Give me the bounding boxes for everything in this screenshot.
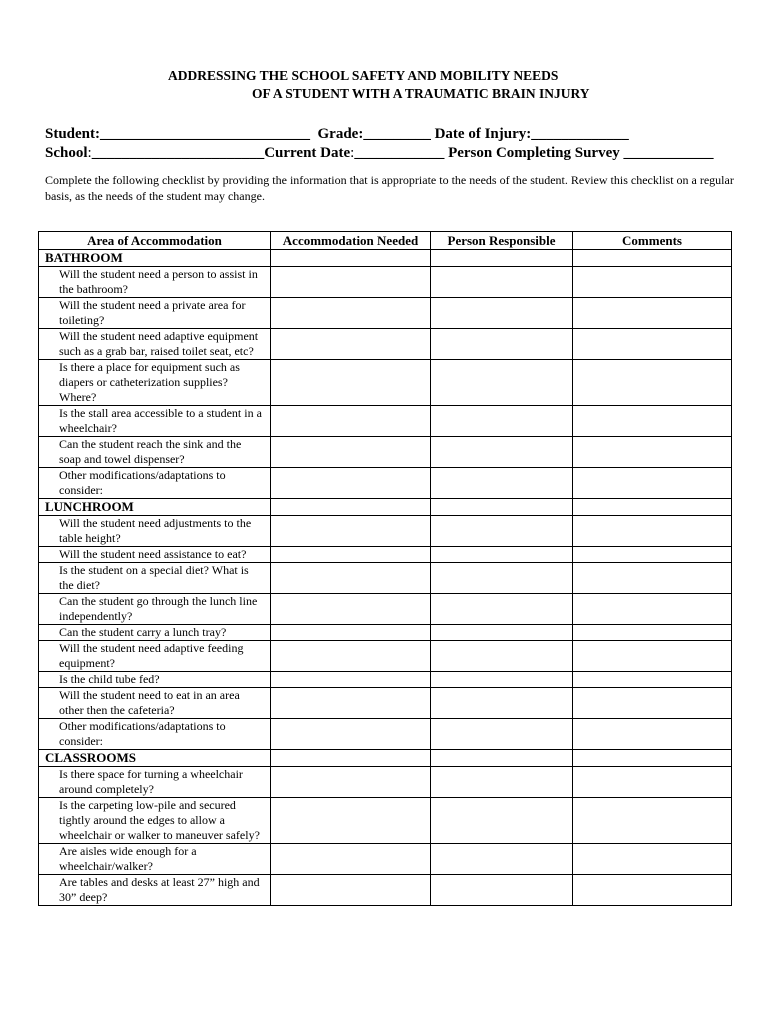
question-text: Will the student need assistance to eat? <box>39 547 271 563</box>
table-row <box>39 844 732 875</box>
accommodation-needed-cell[interactable] <box>271 360 431 406</box>
section-row-classrooms <box>39 750 732 767</box>
accommodation-needed-cell[interactable] <box>271 719 431 750</box>
table-row <box>39 563 732 594</box>
person-responsible-cell[interactable] <box>431 625 573 641</box>
comments-cell[interactable] <box>573 563 732 594</box>
header-person-responsible: Person Responsible <box>431 232 573 250</box>
person-responsible-cell[interactable] <box>431 360 573 406</box>
comments-cell[interactable] <box>573 298 732 329</box>
comments-cell[interactable] <box>573 406 732 437</box>
person-responsible-cell[interactable] <box>431 329 573 360</box>
comments-cell[interactable] <box>573 767 732 798</box>
comments-cell[interactable] <box>573 516 732 547</box>
question-text: Are tables and desks at least 27” high and 30” deep? <box>39 875 271 906</box>
comments-cell[interactable] <box>573 844 732 875</box>
person-responsible-cell[interactable] <box>431 406 573 437</box>
comments-cell[interactable] <box>573 360 732 406</box>
section-row-bathroom <box>39 250 732 267</box>
comments-cell[interactable] <box>573 688 732 719</box>
checklist-body <box>39 250 732 906</box>
accommodation-needed-cell[interactable] <box>271 625 431 641</box>
person-responsible-cell[interactable] <box>431 641 573 672</box>
section-row-lunchroom <box>39 499 732 516</box>
header-accommodation-needed: Accommodation Needed <box>271 232 431 250</box>
person-responsible-cell[interactable] <box>431 750 573 767</box>
date-of-injury-field[interactable]: _____________ <box>531 126 629 142</box>
comments-cell[interactable] <box>573 329 732 360</box>
accommodation-needed-cell[interactable] <box>271 875 431 906</box>
accommodation-needed-cell[interactable] <box>271 547 431 563</box>
accommodation-needed-cell[interactable] <box>271 594 431 625</box>
question-text: Is there space for turning a wheelchair around completely? <box>39 767 271 798</box>
accommodation-needed-cell[interactable] <box>271 688 431 719</box>
current-date-colon: : <box>350 145 355 161</box>
student-label: Student: <box>45 126 101 142</box>
person-responsible-cell[interactable] <box>431 298 573 329</box>
accommodation-checklist-table <box>38 231 732 906</box>
question-text: Can the student reach the sink and the soap and towel dispenser? <box>39 437 271 468</box>
question-text: Will the student need adaptive feeding equipment? <box>39 641 271 672</box>
question-text: Is the child tube fed? <box>39 672 271 688</box>
section-heading: BATHROOM <box>39 250 271 267</box>
question-text: Can the student carry a lunch tray? <box>39 625 271 641</box>
person-responsible-cell[interactable] <box>431 516 573 547</box>
school-label: School <box>45 145 88 161</box>
section-heading: CLASSROOMS <box>39 750 271 767</box>
comments-cell[interactable] <box>573 267 732 298</box>
table-row <box>39 875 732 906</box>
table-row <box>39 594 732 625</box>
instructions-text: Complete the following checklist by providing the information that is appropriate to the needs of the student. Review this checklist on a regular basis, as the needs of the student may change. <box>45 173 734 203</box>
comments-cell[interactable] <box>573 672 732 688</box>
comments-cell[interactable] <box>573 594 732 625</box>
accommodation-needed-cell[interactable] <box>271 329 431 360</box>
question-text: Will the student need adaptive equipment such as a grab bar, raised toilet seat, etc? <box>39 329 271 360</box>
comments-cell[interactable] <box>573 547 732 563</box>
accommodation-needed-cell[interactable] <box>271 437 431 468</box>
question-text: Will the student need adjustments to the table height? <box>39 516 271 547</box>
accommodation-needed-cell[interactable] <box>271 516 431 547</box>
comments-cell[interactable] <box>573 641 732 672</box>
question-text: Will the student need to eat in an area other then the cafeteria? <box>39 688 271 719</box>
accommodation-needed-cell[interactable] <box>271 750 431 767</box>
document-title-line1: ADDRESSING THE SCHOOL SAFETY AND MOBILITY NEEDS <box>168 68 559 83</box>
question-text: Is the carpeting low-pile and secured tightly around the edges to allow a wheelchair or walker to maneuver safely? <box>39 798 271 844</box>
comments-cell[interactable] <box>573 875 732 906</box>
accommodation-needed-cell[interactable] <box>271 767 431 798</box>
person-completing-field[interactable]: ____________ <box>623 145 714 161</box>
section-heading: LUNCHROOM <box>39 499 271 516</box>
question-text: Is the student on a special diet? What is the diet? <box>39 563 271 594</box>
table-row <box>39 329 732 360</box>
person-responsible-cell[interactable] <box>431 875 573 906</box>
person-responsible-cell[interactable] <box>431 767 573 798</box>
question-text: Will the student need a person to assist in the bathroom? <box>39 267 271 298</box>
table-row <box>39 625 732 641</box>
table-row <box>39 641 732 672</box>
question-text: Is the stall area accessible to a student in a wheelchair? <box>39 406 271 437</box>
comments-cell[interactable] <box>573 250 732 267</box>
person-responsible-cell[interactable] <box>431 672 573 688</box>
person-responsible-cell[interactable] <box>431 688 573 719</box>
accommodation-needed-cell[interactable] <box>271 672 431 688</box>
person-responsible-cell[interactable] <box>431 547 573 563</box>
comments-cell[interactable] <box>573 468 732 499</box>
accommodation-needed-cell[interactable] <box>271 406 431 437</box>
current-date-label: Current Date <box>264 145 351 161</box>
grade-label: Grade: <box>317 126 364 142</box>
document-title-line2: OF A STUDENT WITH A TRAUMATIC BRAIN INJURY <box>252 86 590 101</box>
school-field[interactable]: _______________________ <box>91 145 265 161</box>
table-row <box>39 767 732 798</box>
accommodation-needed-cell[interactable] <box>271 267 431 298</box>
grade-field[interactable]: _________ <box>363 126 431 142</box>
accommodation-needed-cell[interactable] <box>271 468 431 499</box>
person-responsible-cell[interactable] <box>431 719 573 750</box>
accommodation-needed-cell[interactable] <box>271 563 431 594</box>
comments-cell[interactable] <box>573 499 732 516</box>
question-text: Are aisles wide enough for a wheelchair/walker? <box>39 844 271 875</box>
table-row <box>39 360 732 406</box>
header-area-of-accommodation: Area of Accommodation <box>39 232 271 250</box>
table-row <box>39 672 732 688</box>
accommodation-needed-cell[interactable] <box>271 641 431 672</box>
person-responsible-cell[interactable] <box>431 267 573 298</box>
date-of-injury-label: Date of Injury: <box>434 126 532 142</box>
question-text: Is there a place for equipment such as diapers or catheterization supplies? Where? <box>39 360 271 406</box>
question-text: Will the student need a private area for toileting? <box>39 298 271 329</box>
table-row <box>39 298 732 329</box>
header-fields-row1 <box>45 124 629 144</box>
person-responsible-cell[interactable] <box>431 250 573 267</box>
comments-cell[interactable] <box>573 437 732 468</box>
table-row <box>39 468 732 499</box>
table-row <box>39 688 732 719</box>
header-fields-row2 <box>45 143 713 163</box>
question-text: Can the student go through the lunch line independently? <box>39 594 271 625</box>
school-colon: : <box>87 145 92 161</box>
person-responsible-cell[interactable] <box>431 563 573 594</box>
comments-cell[interactable] <box>573 625 732 641</box>
person-responsible-cell[interactable] <box>431 499 573 516</box>
comments-cell[interactable] <box>573 750 732 767</box>
table-row <box>39 267 732 298</box>
comments-cell[interactable] <box>573 798 732 844</box>
person-responsible-cell[interactable] <box>431 844 573 875</box>
accommodation-needed-cell[interactable] <box>271 798 431 844</box>
table-row <box>39 547 732 563</box>
person-responsible-cell[interactable] <box>431 468 573 499</box>
comments-cell[interactable] <box>573 719 732 750</box>
accommodation-needed-cell[interactable] <box>271 499 431 516</box>
accommodation-needed-cell[interactable] <box>271 844 431 875</box>
current-date-field[interactable]: ____________ <box>354 145 445 161</box>
accommodation-needed-cell[interactable] <box>271 250 431 267</box>
question-text: Other modifications/adaptations to consider: <box>39 719 271 750</box>
person-responsible-cell[interactable] <box>431 798 573 844</box>
table-row <box>39 406 732 437</box>
header-comments: Comments <box>573 232 732 250</box>
question-text: Other modifications/adaptations to consider: <box>39 468 271 499</box>
person-completing-label: Person Completing Survey <box>448 145 620 161</box>
accommodation-needed-cell[interactable] <box>271 298 431 329</box>
person-responsible-cell[interactable] <box>431 594 573 625</box>
table-row <box>39 798 732 844</box>
table-row <box>39 437 732 468</box>
table-row <box>39 516 732 547</box>
table-header-row <box>39 232 732 250</box>
table-row <box>39 719 732 750</box>
student-field[interactable]: ____________________________ <box>100 126 311 142</box>
person-responsible-cell[interactable] <box>431 437 573 468</box>
